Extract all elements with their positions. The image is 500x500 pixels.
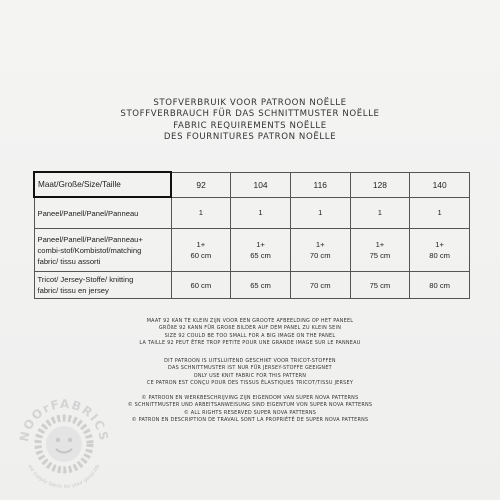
row-label-knit-fabric — [34, 272, 171, 299]
table-row-panel-combi — [34, 229, 470, 272]
cell-value — [171, 229, 231, 272]
size-92: 92 — [171, 172, 231, 197]
size-128: 128 — [350, 172, 410, 197]
cell-value — [290, 229, 350, 272]
row-label-panel: Paneel/Panell/Panel/Panneau — [34, 197, 171, 229]
size-104: 104 — [231, 172, 291, 197]
size-notes — [0, 318, 500, 347]
note-line: MAAT 92 KAN TE KLEIN ZIJN VOOR EEN GROOTE AFBEELDING OP HET PANEEL — [146, 318, 354, 324]
note-line: LA TAILLE 92 PEUT ÊTRE TROP PETITE POUR UNE GRANDE IMAGE SUR LE PANNEAU — [139, 339, 361, 346]
row-label-line: fabric/ tissu en jersey — [37, 286, 109, 295]
copyright-line: © SCHNITTMUSTER UND ARBEITSANWEISUNG SIND EIGENTUM VON SUPER NOVA PATTERNS — [127, 402, 373, 409]
cell-value: 1 — [171, 197, 231, 229]
note-line: GRÖßE 92 KANN FÜR GROßE BILDER AUF DEM PANEL ZU KLEIN SEIN — [158, 325, 342, 332]
note-line: CE PATRON EST CONÇU POUR DES TISSUS ÉLASTIQUES TRICOT/TISSU JERSEY — [146, 379, 354, 386]
cell-panel-count: 1+ — [315, 240, 325, 249]
title-german: STOFFVERBRAUCH FÜR DAS SCHNITTMUSTER NOËLLE — [120, 109, 380, 120]
cell-panel-count: 1+ — [256, 240, 265, 249]
cell-value: 1 — [290, 197, 350, 229]
row-label-line: Tricot/ Jersey-Stoffe/ knitting — [37, 275, 134, 284]
cell-length: 80 cm — [429, 251, 450, 260]
table-row-panel — [34, 197, 470, 229]
cell-length: 65 cm — [250, 251, 271, 260]
cell-value — [410, 229, 470, 272]
title-block — [0, 98, 500, 144]
cell-value: 70 cm — [290, 272, 350, 299]
cell-length: 75 cm — [369, 251, 391, 260]
note-line: SIZE 92 COULD BE TOO SMALL FOR A BIG IMAGE ON THE PANEL — [164, 332, 336, 339]
title-english: FABRIC REQUIREMENTS NOËLLE — [173, 120, 327, 131]
fabric-notes — [0, 358, 500, 387]
logo-center — [46, 426, 82, 462]
fabric-requirements-table — [33, 171, 470, 299]
row-label-panel-combi — [34, 229, 171, 272]
cell-value — [350, 229, 410, 272]
row-label-line: Paneel/Panell/Panel/Panneau+ — [37, 234, 143, 244]
cell-value: 1 — [350, 197, 410, 229]
cell-value: 1 — [410, 197, 470, 229]
cell-panel-count: 1+ — [435, 240, 444, 249]
cell-length: 70 cm — [309, 251, 331, 260]
size-140: 140 — [410, 172, 470, 197]
cell-value: 60 cm — [171, 272, 231, 299]
cell-value: 80 cm — [410, 272, 470, 299]
title-french: DES FOURNITURES PATRON NOËLLE — [163, 132, 337, 143]
table-header-row — [34, 172, 470, 197]
size-116: 116 — [290, 172, 350, 197]
cell-panel-count: 1+ — [196, 240, 206, 249]
copyright-line: © ALL RIGHTS RESERVED SUPER NOVA PATTERNS — [183, 409, 317, 416]
copyright-line: © PATROON EN WERKBESCHRIJVING ZIJN EIGENDOM VAN SUPER NOVA PATTERNS — [141, 395, 359, 401]
cell-value — [231, 229, 291, 272]
row-label-line: fabric/ tissu assorti — [37, 256, 101, 266]
copyright-line: © PATRON EN DESCRIPTION DE TRAVAIL SONT LA PROPRIÉTÉ DE SUPER NOVA PATTERNS — [131, 416, 369, 423]
note-line: ONLY USE KNIT FABRIC FOR THIS PATTERN — [193, 372, 307, 379]
title-dutch: STOFVERBRUIK VOOR PATROON NOËLLE — [153, 98, 347, 108]
size-header-label: Maat/Große/Size/Taille — [34, 172, 171, 197]
cell-value: 75 cm — [350, 272, 410, 299]
logo-dot — [68, 438, 72, 442]
cell-panel-count: 1+ — [375, 240, 385, 249]
logo-dot — [56, 438, 60, 442]
note-line: DIT PATROON IS UITSLUITEND GESCHIKT VOOR TRICOT-STOFFEN — [164, 358, 336, 364]
note-line: DAS SCHNITTMUSTER IST NUR FÜR JERSEY-STOFFE GEEIGNET — [168, 365, 332, 372]
noorfabrics-watermark-logo — [14, 392, 114, 492]
logo-wordmark-path: NOOrFABRICS — [16, 396, 112, 443]
cell-value: 65 cm — [231, 272, 291, 299]
table-row-knit-fabric — [34, 272, 470, 299]
logo-tagline-path: we supply fabric for your good life — [26, 463, 102, 491]
cell-value: 1 — [231, 197, 291, 229]
row-label-line: combi-stof/Kombistof/matching — [37, 245, 142, 255]
cell-length: 60 cm — [190, 251, 212, 260]
